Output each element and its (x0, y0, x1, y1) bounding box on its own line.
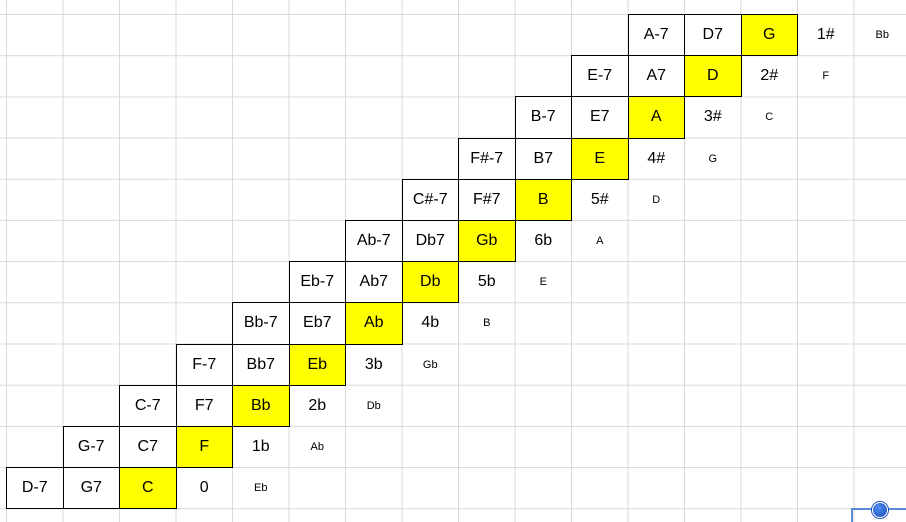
related-key-cell[interactable]: Bb (854, 14, 906, 56)
key-cell[interactable]: Gb (458, 220, 516, 262)
accidental-count-cell[interactable]: 1b (232, 426, 290, 468)
accidental-count-cell[interactable]: 2# (741, 55, 799, 97)
key-cell[interactable]: Eb (289, 344, 347, 386)
related-key-cell[interactable]: A (571, 220, 629, 262)
v7-chord-cell[interactable]: A7 (628, 55, 686, 97)
v7-chord-cell[interactable]: Ab7 (345, 261, 403, 303)
accidental-count-cell[interactable]: 4b (402, 302, 460, 344)
ii-chord-cell[interactable]: Eb-7 (289, 261, 347, 303)
key-cell[interactable]: D (684, 55, 742, 97)
ii-chord-cell[interactable]: Bb-7 (232, 302, 290, 344)
accidental-count-cell[interactable]: 3b (345, 344, 403, 386)
v7-chord-cell[interactable]: E7 (571, 96, 629, 138)
ii-chord-cell[interactable]: E-7 (571, 55, 629, 97)
related-key-cell[interactable]: Eb (232, 467, 290, 509)
ii-chord-cell[interactable]: F-7 (176, 344, 234, 386)
v7-chord-cell[interactable]: Eb7 (289, 302, 347, 344)
fill-handle[interactable] (872, 502, 888, 518)
related-key-cell[interactable]: G (684, 138, 742, 180)
v7-chord-cell[interactable]: Db7 (402, 220, 460, 262)
key-cell[interactable]: E (571, 138, 629, 180)
accidental-count-cell[interactable]: 4# (628, 138, 686, 180)
v7-chord-cell[interactable]: F#7 (458, 179, 516, 221)
key-cell[interactable]: Bb (232, 385, 290, 427)
related-key-cell[interactable]: D (628, 179, 686, 221)
key-cell[interactable]: B (515, 179, 573, 221)
accidental-count-cell[interactable]: 6b (515, 220, 573, 262)
accidental-count-cell[interactable]: 3# (684, 96, 742, 138)
ii-chord-cell[interactable]: Ab-7 (345, 220, 403, 262)
accidental-count-cell[interactable]: 0 (176, 467, 234, 509)
accidental-count-cell[interactable]: 2b (289, 385, 347, 427)
key-cell[interactable]: G (741, 14, 799, 56)
key-cell[interactable]: C (119, 467, 177, 509)
ii-chord-cell[interactable]: D-7 (6, 467, 64, 509)
v7-chord-cell[interactable]: F7 (176, 385, 234, 427)
related-key-cell[interactable]: Ab (289, 426, 347, 468)
v7-chord-cell[interactable]: C7 (119, 426, 177, 468)
related-key-cell[interactable]: F (797, 55, 855, 97)
related-key-cell[interactable]: C (741, 96, 799, 138)
v7-chord-cell[interactable]: G7 (63, 467, 121, 509)
ii-chord-cell[interactable]: C#-7 (402, 179, 460, 221)
ii-chord-cell[interactable]: G-7 (63, 426, 121, 468)
v7-chord-cell[interactable]: B7 (515, 138, 573, 180)
v7-chord-cell[interactable]: Bb7 (232, 344, 290, 386)
ii-chord-cell[interactable]: B-7 (515, 96, 573, 138)
ii-chord-cell[interactable]: F#-7 (458, 138, 516, 180)
related-key-cell[interactable]: B (458, 302, 516, 344)
related-key-cell[interactable]: E (515, 261, 573, 303)
key-cell[interactable]: A (628, 96, 686, 138)
ii-chord-cell[interactable]: A-7 (628, 14, 686, 56)
ii-chord-cell[interactable]: C-7 (119, 385, 177, 427)
related-key-cell[interactable]: Gb (402, 344, 460, 386)
key-cell[interactable]: Ab (345, 302, 403, 344)
accidental-count-cell[interactable]: 5# (571, 179, 629, 221)
key-cell[interactable]: F (176, 426, 234, 468)
accidental-count-cell[interactable]: 5b (458, 261, 516, 303)
v7-chord-cell[interactable]: D7 (684, 14, 742, 56)
accidental-count-cell[interactable]: 1# (797, 14, 855, 56)
related-key-cell[interactable]: Db (345, 385, 403, 427)
key-cell[interactable]: Db (402, 261, 460, 303)
